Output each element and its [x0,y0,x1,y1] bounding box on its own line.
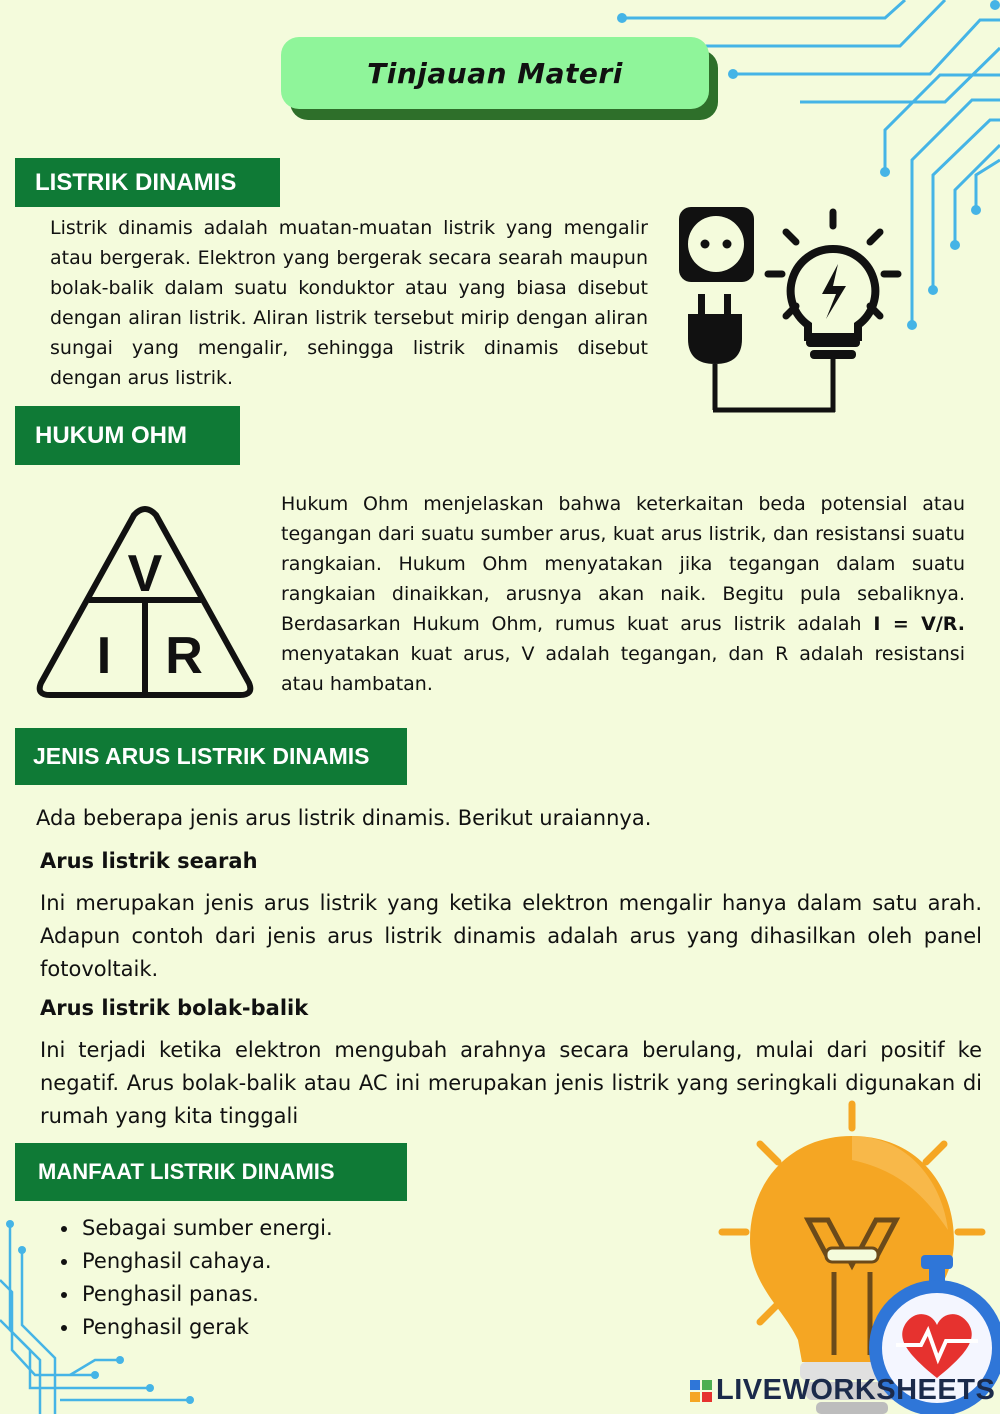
triangle-r-label: R [165,627,203,685]
ohm-triangle-diagram [34,505,256,701]
hukum-ohm-text-before: Hukum Ohm menjelaskan bahwa keterkaitan beda potensial atau tegangan dari suatu sumber arus, kuat arus listrik, dan resistansi suatu rangkaian. Hukum Ohm menyatakan jika tegangan dalam suatu rangkaian dinaikkan, arusnya akan naik. Begitu pula sebaliknya. Berdasarkan Hukum Ohm, rumus kuat arus listrik adalah [281,493,965,635]
jenis-arus-intro: Ada beberapa jenis arus listrik dinamis. Berikut uraiannya. [36,806,652,830]
list-item: • Penghasil panas. [80,1278,500,1311]
list-item: • Sebagai sumber energi. [80,1212,500,1245]
arus-searah-text: Ini merupakan jenis arus listrik yang ketika elektron mengalir hanya dalam satu arah. Adapun contoh dari jenis arus listrik dinamis adalah arus yang dihasilkan oleh panel fotovoltaik. [40,891,982,981]
triangle-i-label: I [96,627,112,685]
section-heading-hukum-ohm: HUKUM OHM [15,406,240,465]
ohm-formula: I = V/R. [873,613,965,635]
liveworksheets-logo [690,1374,995,1407]
section-heading-jenis-arus: JENIS ARUS LISTRIK DINAMIS [15,728,407,785]
liveworksheets-logo-icon [690,1380,712,1402]
list-item: • Penghasil cahaya. [80,1245,500,1278]
plug-bulb-icon [676,204,906,419]
arus-bolak-balik-text: Ini terjadi ketika elektron mengubah arahnya secara berulang, mulai dari positif ke negatif. Arus bolak-balik atau AC ini merupakan jenis listrik yang seringkali digunakan di rumah yang kita tinggali [40,1038,982,1128]
arus-searah-title: Arus listrik searah [40,849,258,873]
manfaat-list [40,1212,500,1344]
list-item: • Penghasil gerak [80,1311,500,1344]
listrik-dinamis-text: Listrik dinamis adalah muatan-muatan listrik yang mengalir atau bergerak. Elektron yang bergerak secara searah maupun bolak-balik dalam suatu konduktor atau yang biasa disebut dengan aliran listrik. Aliran listrik tersebut mirip dengan aliran sungai yang mengalir, sehingga listrik dinamis disebut dengan arus listrik. [50,217,648,389]
arus-bolak-balik-title: Arus listrik bolak-balik [40,996,309,1020]
hukum-ohm-text [281,489,965,699]
page-title: Tinjauan Materi [281,37,709,109]
hukum-ohm-text-after: menyatakan kuat arus, V adalah tegangan, dan R adalah resistansi atau hambatan. [281,643,965,695]
liveworksheets-watermark: LIVEWORKSHEETS [716,1374,996,1406]
section-heading-manfaat: MANFAAT LISTRIK DINAMIS [15,1143,407,1201]
triangle-v-label: V [127,545,163,603]
section-heading-listrik-dinamis: LISTRIK DINAMIS [15,158,280,207]
